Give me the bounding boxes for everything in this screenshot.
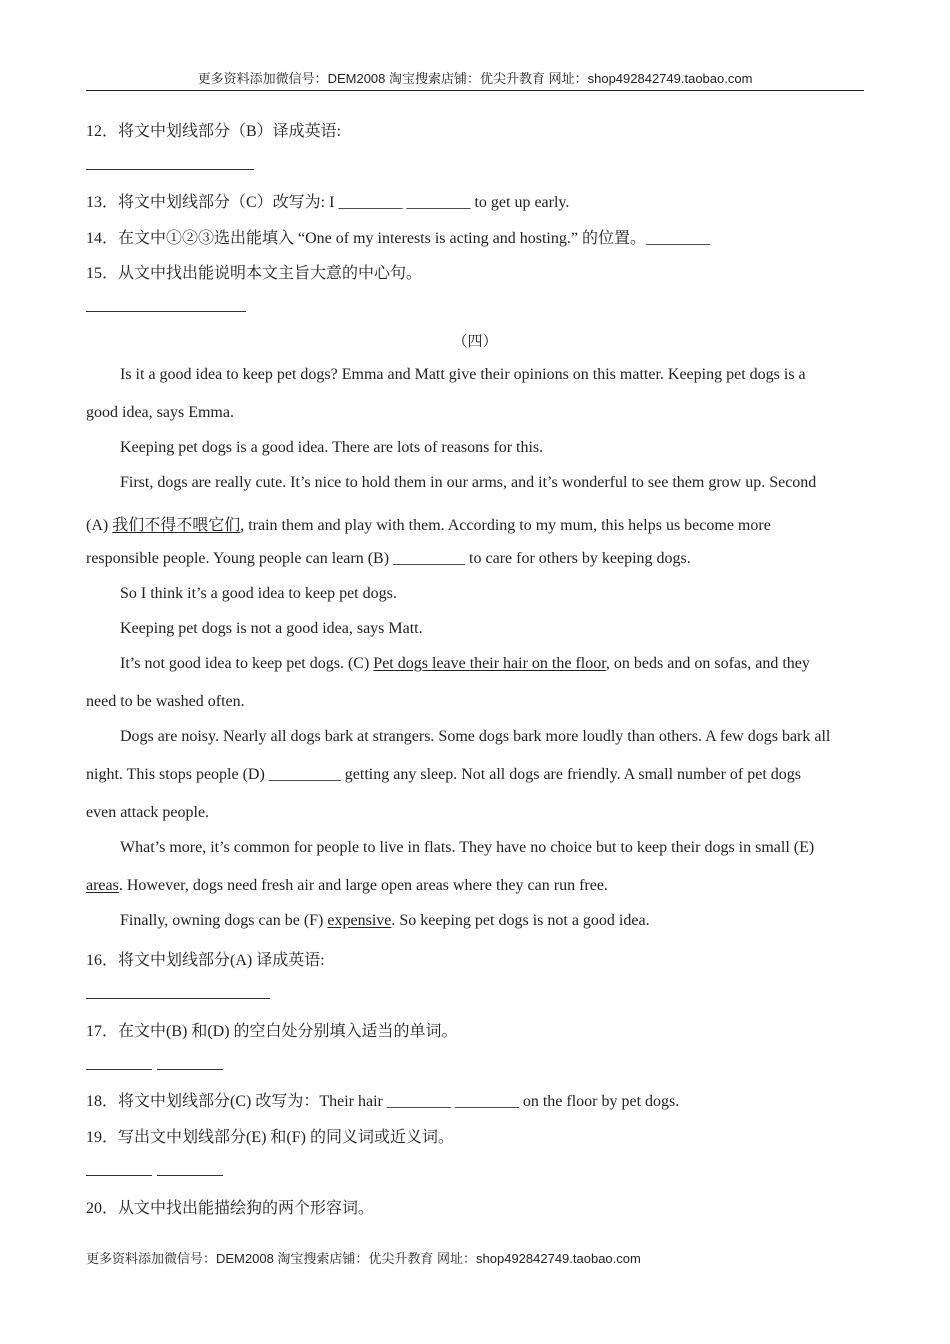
passage-p8b: [86, 877, 608, 895]
passage-p6b: need to be washed often.: [86, 693, 245, 710]
passage-p6a-start: It’s not good idea to keep pet dogs. (C): [120, 655, 374, 672]
underlined-a: 我们不得不喂它们: [112, 517, 241, 534]
passage-p1b: good idea, says Emma.: [86, 404, 234, 421]
passage-p8a: What’s more, it’s common for people to live in flats. They have no choice but to keep their dogs in small (E): [120, 839, 815, 856]
underlined-c: Pet dogs leave their hair on the floor: [373, 655, 606, 672]
question-12: 12．将文中划线部分（B）译成英语:: [86, 123, 342, 140]
passage-p3b: [86, 512, 771, 535]
question-13: 13．将文中划线部分（C）改写为: I ________ ________ to get up early.: [86, 194, 570, 211]
passage-p8b-rest: . However, dogs need fresh air and large open areas where they can run free.: [118, 877, 608, 894]
passage-p3a: First, dogs are really cute. It’s nice to hold them in our arms, and it’s wonderful to see them grow up. Second: [120, 474, 817, 491]
passage-p6a: [120, 655, 810, 673]
passage-p6a-rest: , on beds and on sofas, and they: [605, 655, 810, 672]
question-20: 20．从文中找出能描绘狗的两个形容词。: [86, 1200, 375, 1217]
answer-line-15: [86, 311, 246, 312]
passage-p3c: responsible people. Young people can learn (B) _________ to care for others by keeping dogs.: [86, 550, 691, 567]
question-18: 18．将文中划线部分(C) 改写为：Their hair ________ ________ on the floor by pet dogs.: [86, 1093, 680, 1110]
question-19: 19．写出文中划线部分(E) 和(F) 的同义词或近义词。: [86, 1129, 454, 1146]
passage-p7c: even attack people.: [86, 804, 210, 821]
answer-line-19b: [157, 1175, 223, 1176]
passage-p5: Keeping pet dogs is not a good idea, says Matt.: [120, 620, 423, 637]
question-14: 14．在文中①②③选出能填入 “One of my interests is acting and hosting.” 的位置。________: [86, 230, 710, 247]
passage-p3b-rest: , train them and play with them. According to my mum, this helps us become more: [240, 517, 771, 534]
passage-p7b: night. This stops people (D) _________ getting any sleep. Not all dogs are friendly. A small number of pet dogs: [86, 766, 802, 783]
question-17: 17．在文中(B) 和(D) 的空白处分别填入适当的单词。: [86, 1023, 458, 1040]
answer-line-17a: [86, 1069, 152, 1070]
passage-p7a: Dogs are noisy. Nearly all dogs bark at strangers. Some dogs bark more loudly than others. A few dogs bark all: [120, 728, 831, 745]
passage-p4: So I think it’s a good idea to keep pet dogs.: [120, 585, 397, 602]
answer-line-19a: [86, 1175, 152, 1176]
answer-line-16: [86, 998, 270, 999]
marker-a: (A): [86, 517, 113, 534]
answer-line-12: [86, 169, 254, 170]
passage-p2: Keeping pet dogs is a good idea. There are lots of reasons for this.: [120, 439, 544, 456]
passage-p9-start: Finally, owning dogs can be (F): [120, 912, 328, 929]
section-title: （四）: [452, 334, 498, 350]
passage-p9: [120, 912, 650, 930]
question-15: 15．从文中找出能说明本文主旨大意的中心句。: [86, 265, 423, 282]
page-header: 更多资料添加微信号：DEM2008 淘宝搜索店铺：优尖升教育 网址：shop492842749.taobao.com: [86, 68, 864, 91]
underlined-f: expensive: [327, 912, 392, 929]
answer-line-17b: [157, 1069, 223, 1070]
passage-p9-rest: . So keeping pet dogs is not a good idea.: [391, 912, 650, 929]
page-footer: 更多资料添加微信号：DEM2008 淘宝搜索店铺：优尖升教育 网址：shop492842749.taobao.com: [86, 1251, 641, 1266]
passage-p1a: Is it a good idea to keep pet dogs? Emma and Matt give their opinions on this matter. Keeping pet dogs is a: [120, 366, 806, 383]
question-16: 16．将文中划线部分(A) 译成英语:: [86, 952, 325, 969]
underlined-e: areas: [86, 877, 119, 894]
